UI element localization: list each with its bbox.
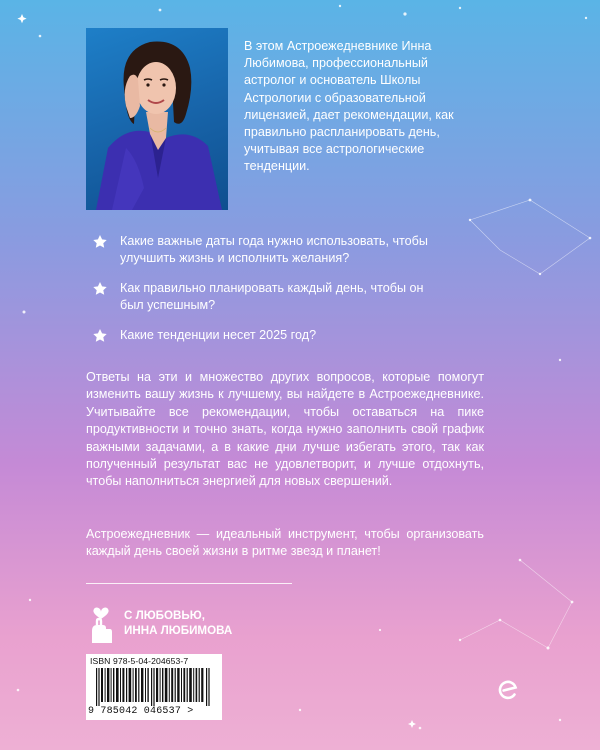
question-line: был успешным? [120, 298, 216, 313]
publisher-logo-icon [497, 679, 519, 701]
body-paragraph: Ответы на эти и множество других вопросов, которые помогут изменить вашу жизнь к лучшему, вы найдете в Астроежедневнике. Учитывайте все рекомендации, чтобы оставаться на пике продуктивности и точно знать, когда нужно заполнить свой график важными задачами, а в какие дни лучше избегать этого, так как полученный результат вас не удовлетворит, и лучше отдохнуть, чтобы наполниться энергией для новых свершений. [86, 370, 484, 489]
signature [88, 601, 232, 645]
question-line: Какие важные даты года нужно использовать, чтобы [120, 234, 428, 248]
divider [86, 583, 292, 584]
signature-line-1: С ЛЮБОВЬЮ, [124, 609, 205, 622]
author-photo [86, 28, 228, 210]
question-line: Как правильно планировать каждый день, чтобы он [120, 281, 424, 295]
heart-hand-icon [88, 603, 114, 643]
star-icon [92, 281, 120, 297]
question-item [92, 327, 492, 344]
closing-paragraph: Астроежедневник — идеальный инструмент, чтобы организовать каждый день своей жизни в ритме звезд и планет! [86, 527, 484, 559]
signature-line-2: ИННА ЛЮБИМОВА [124, 624, 233, 637]
barcode-bars [96, 668, 214, 706]
star-icon [92, 328, 120, 344]
question-line: улучшить жизнь и исполнить желания? [120, 251, 350, 266]
question-item [92, 233, 492, 267]
intro-paragraph: В этом Астроежедневнике Инна Любимова, профессиональный астролог и основатель Школы Астрологии с образовательной лицензией, дает рекомендации, как правильно распланировать день, учитывая все астрологические тенденции. [244, 39, 454, 174]
question-line: Какие тенденции несет 2025 год? [120, 328, 317, 342]
barcode-digits: 9 785042 046537 > [88, 706, 194, 717]
barcode [86, 654, 222, 720]
isbn-label: ISBN 978-5-04-204653-7 [90, 656, 189, 666]
question-item [92, 280, 492, 314]
star-icon [92, 234, 120, 250]
